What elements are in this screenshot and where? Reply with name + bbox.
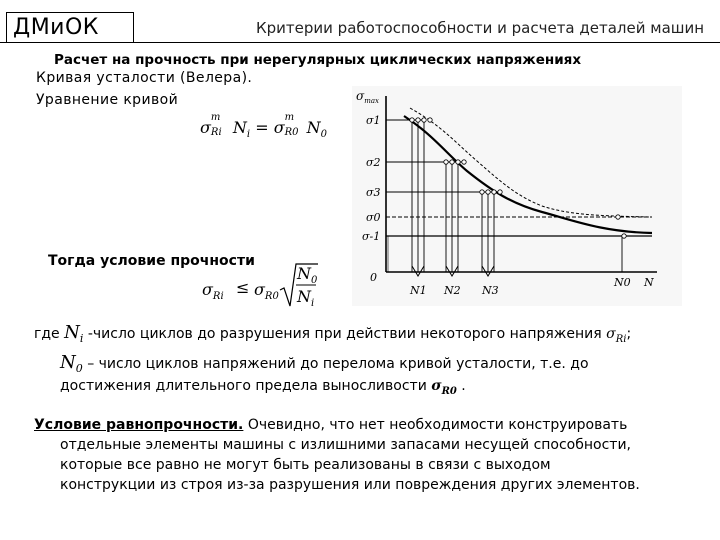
y-axis-label: $\sigma_{max}$ <box>356 89 379 105</box>
y-tick-zero: 0 <box>370 271 377 284</box>
strength-condition-label: Тогда условие прочности <box>48 253 255 269</box>
equal-strength-line4: конструкции из строя из-за разрушения или повреждения других элементов. <box>60 477 640 493</box>
equal-strength-paragraph: Условие равнопрочности. Очевидно, что нет необходимости конструировать <box>34 417 628 433</box>
x-tick-n3: N3 <box>482 284 499 297</box>
equal-strength-line2: отдельные элементы машины с излишними запасами несущей способности, <box>60 437 632 453</box>
app-logo: ДМиОК <box>6 12 134 42</box>
y-tick-sigma-minus1: σ-1 <box>362 230 381 243</box>
header-rule <box>0 42 720 43</box>
explanation-ni: где $N_i$ -число циклов до разрушения при действии некоторого напряжения $\sigma_{Ri}$; <box>34 322 632 345</box>
page-title: Критерии работоспособности и расчета деталей машин <box>256 19 705 37</box>
equal-strength-line3: которые все равно не могут быть реализованы в связи с выходом <box>60 457 551 473</box>
explanation-n0: $N_0$ – число циклов напряжений до перелома кривой усталости, т.е. до <box>60 352 589 375</box>
fatigue-curve-caption: Кривая усталости (Велера). <box>36 70 253 86</box>
curve-equation-formula: σ m Ri $N_i = \sigma$ m R0 $N_0$ <box>200 112 328 141</box>
curve-equation-caption: Уравнение кривой <box>36 92 179 108</box>
slide-heading: Расчет на прочность при нерегулярных циклических напряжениях <box>54 52 582 68</box>
y-tick-sigma2: σ2 <box>366 156 381 169</box>
y-tick-sigma3: σ3 <box>366 186 381 199</box>
x-tick-n2: N2 <box>444 284 461 297</box>
y-tick-sigma1: σ1 <box>366 114 381 127</box>
fatigue-curve-graph <box>352 86 682 306</box>
x-tick-n0: N0 <box>614 276 631 289</box>
x-tick-n1: N1 <box>410 284 427 297</box>
header-divider <box>133 12 134 42</box>
explanation-n0-cont: достижения длительного предела выносливости $\sigma_{R0}$ . <box>60 378 466 397</box>
equal-strength-heading: Условие равнопрочности. <box>34 417 244 433</box>
y-tick-sigma0: σ0 <box>366 211 381 224</box>
x-tick-n: N <box>644 276 654 289</box>
